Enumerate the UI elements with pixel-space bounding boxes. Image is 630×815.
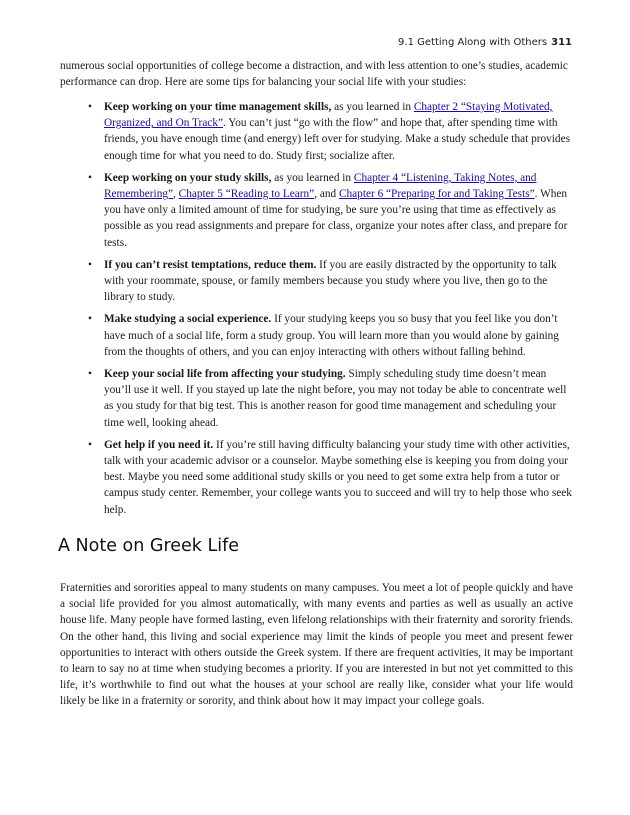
tip-heading: If you can’t resist temptations, reduce them. bbox=[104, 258, 317, 271]
header-section-title: 9.1 Getting Along with Others bbox=[398, 37, 548, 48]
tip-text: as you learned in bbox=[331, 101, 414, 113]
intro-paragraph: numerous social opportunities of college become a distraction, and with less attention to one’s studies, academic performance can drop. Here are some tips for balancing your social life with your studies: bbox=[60, 60, 568, 89]
tip-heading: Get help if you need it. bbox=[104, 438, 214, 451]
tip-heading: Keep working on your study skills, bbox=[104, 171, 272, 184]
link-chapter-6[interactable]: Chapter 6 “Preparing for and Taking Tests” bbox=[338, 188, 535, 201]
tip-heading: Keep working on your time management skills, bbox=[104, 101, 332, 113]
tip-item bbox=[88, 99, 574, 164]
tip-heading: Keep your social life from affecting your studying. bbox=[104, 368, 346, 381]
tip-text: . You can’t just “go with the flow” and hope that, after spending time with friends, you have enough time (and energy) left over for studying. Make a study schedule that provides enough time for what you need to do. Study first; socialize after. bbox=[104, 117, 570, 162]
running-header bbox=[398, 37, 572, 48]
bullet: • bbox=[88, 368, 92, 381]
tip-text: Simply scheduling study time doesn’t mean you’ll use it well. If you stayed up late the night before, you may not today be able to concentrate well as you study for that big test. This is another reason for good time management and scheduling your time well, looking ahead. bbox=[104, 368, 567, 429]
bullet: • bbox=[88, 258, 92, 271]
tip-text: as you learned in bbox=[271, 171, 354, 184]
tip-item bbox=[88, 170, 574, 251]
greek-life-paragraph: Fraternities and sororities appeal to many students on many campuses. You meet a lot of people quickly and have a social life provided for you almost automatically, with many events and parties as well as usually an active house life. Many people have formed lasting, even lifelong relationships with their fraternity and sorority friends. On the other hand, this living and social experience may limit the kinds of people you meet and present fewer opportunities to interact with others outside the Greek system. If there are frequent activities, it may be important to learn to say no at time when studying becomes a priority. If you are interested in but not yet committed to this life, it’s worthwhile to find out what the houses at your school are really like, consider what your life would likely be like in a fraternity or sorority, and think about how it may impact your college goals. bbox=[60, 582, 573, 708]
tip-text: , bbox=[173, 188, 179, 201]
bullet: • bbox=[88, 101, 92, 113]
tip-heading: Make studying a social experience. bbox=[104, 313, 272, 326]
tips-list bbox=[88, 99, 574, 524]
tip-text: If you are easily distracted by the opportunity to talk with your roommate, spouse, or family members because you study where you live, then go to the library to study. bbox=[104, 258, 557, 304]
tip-item bbox=[88, 311, 574, 360]
link-chapter-5[interactable]: Chapter 5 “Reading to Learn” bbox=[178, 188, 315, 201]
section-heading: A Note on Greek Life bbox=[58, 536, 240, 556]
link-chapter-4[interactable]: Chapter 4 “Listening, Taking Notes, and Remembering” bbox=[104, 171, 537, 201]
bullet: • bbox=[88, 313, 92, 326]
tip-text: . When you have only a limited amount of time for studying, be sure you’re using that time as effectively as possible as you read assignments and prepare for class, organize your notes after class, and prepare for tests. bbox=[104, 188, 568, 249]
tip-item bbox=[88, 366, 574, 431]
tip-item bbox=[88, 437, 574, 518]
tip-text: If you’re still having difficulty balancing your study time with other activities, talk with your academic advisor or a counselor. Maybe something else is keeping you from doing your best. Maybe you need some additional study skills or you need to get some extra help from a tutor or campus study center. Remember, your college wants you to succeed and will try to help those who seek help. bbox=[104, 438, 572, 516]
header-page-number: 311 bbox=[551, 37, 572, 48]
bullet: • bbox=[88, 438, 92, 451]
tip-text: If your studying keeps you so busy that you feel like you don’t have much of a social life, form a study group. You will learn more than you would alone by gaining from the thoughts of others, and you can enjoy interacting with others without falling behind. bbox=[104, 313, 559, 358]
link-chapter-2[interactable]: Chapter 2 “Staying Motivated, Organized, and On Track” bbox=[104, 101, 553, 130]
tip-text: , and bbox=[314, 188, 339, 201]
tip-item bbox=[88, 257, 574, 306]
bullet: • bbox=[88, 171, 92, 184]
